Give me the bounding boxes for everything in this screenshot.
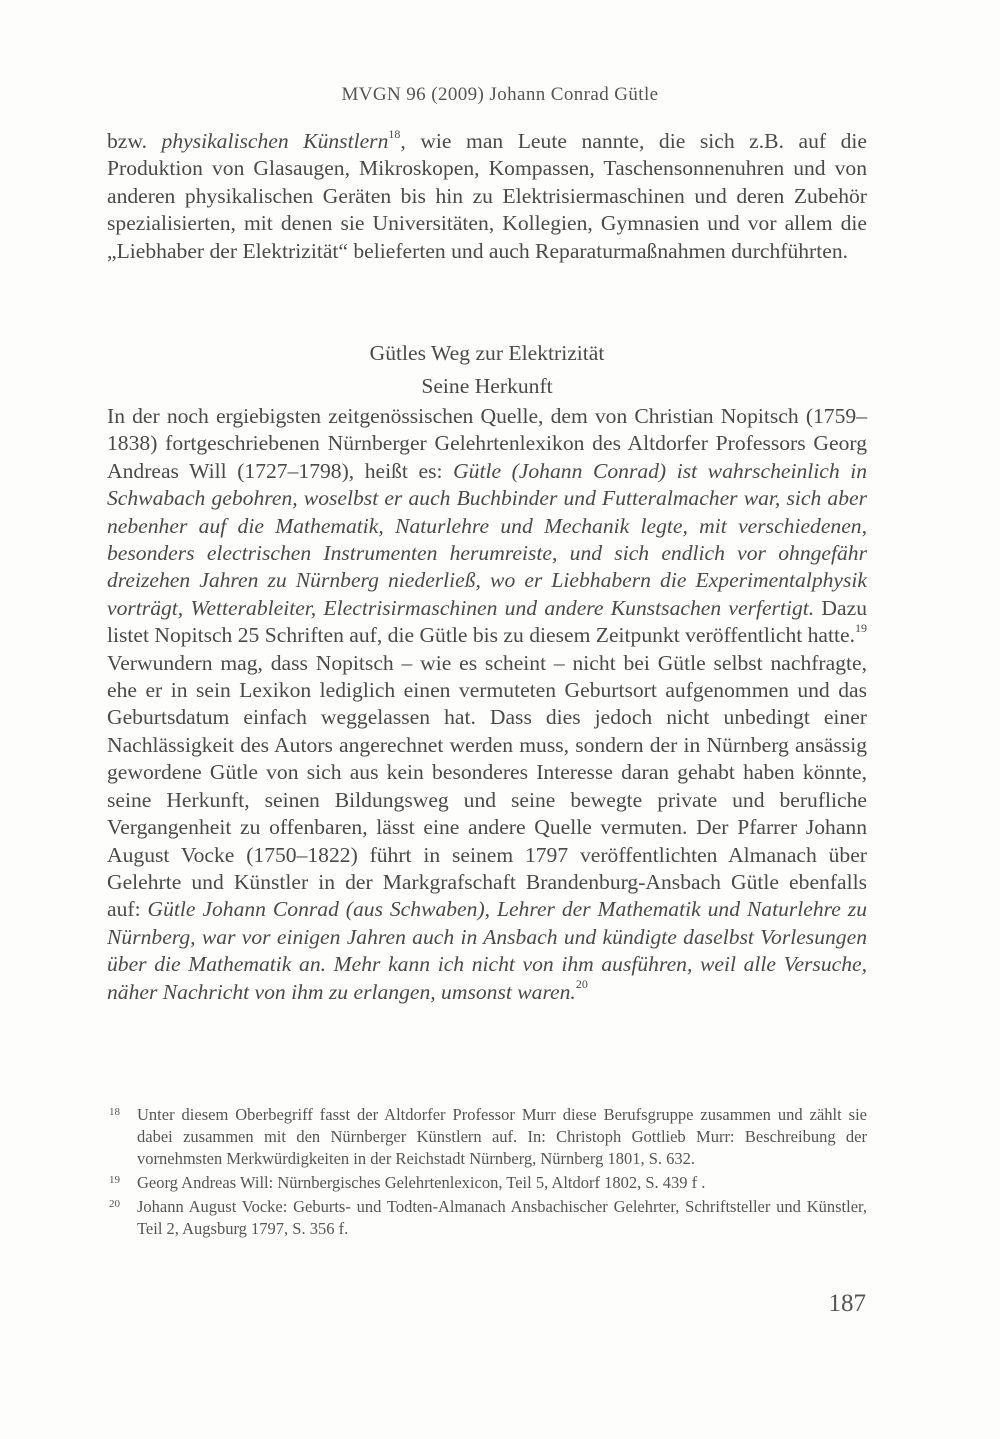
- footnote-text: Unter diesem Oberbegriff fasst der Altdorfer Professor Murr diese Berufsgruppe zusammen und zählt sie dabei zusammen mit den Nürnberger Künstlern auf. In: Christoph Gottlieb Murr: Beschreibung der vornehmsten Merkwürdigkeiten in der Reichstadt Nürnberg, Nürnberg 1801, S. 632.: [137, 1105, 867, 1168]
- intro-text-2: , wie man Leute nannte, die sich z.B. auf die Produktion von Glasaugen, Mikroskopen, Kompassen, Taschensonnenuhren und von anderen physikalischen Geräten bis hin zu Elektrisiermaschinen und deren Zubehör spezialisierten, mit denen sie Universitäten, Kollegien, Gymnasien und vor allem die „Liebhaber der Elektrizität“ belieferten und auch Reparaturmaßnahmen durchführten.: [107, 129, 867, 263]
- intro-text-1: bzw.: [107, 129, 162, 153]
- footnote-number: 20: [109, 1198, 120, 1210]
- section-subheading: Seine Herkunft: [421, 374, 553, 398]
- intro-paragraph: [107, 128, 867, 265]
- intro-italic-term: physikalischen Künstlern: [161, 129, 389, 153]
- footnote-text: Johann August Vocke: Geburts- und Todten-Almanach Ansbachischer Gelehrter, Schriftsteller und Künstler, Teil 2, Augsburg 1797, S. 356 f.: [137, 1197, 867, 1238]
- footnote-20: [107, 1196, 867, 1240]
- footnote-ref-20[interactable]: 20: [575, 977, 588, 992]
- page-number: 187: [828, 1290, 866, 1317]
- footnote-ref-19[interactable]: 19: [855, 621, 867, 636]
- body-paragraph: [107, 403, 867, 1006]
- body-quote-will: Gütle (Johann Conrad) ist wahrscheinlich in Schwabach gebohren, woselbst er auch Buchbinder und Futteralmacher war, sich aber nebenher auf die Mathematik, Naturlehre und Mechanik legte, mit verschiedenen, besonders electrischen Instrumenten herumreiste, und sich endlich vor ohngefähr dreizehen Jahren zu Nürnberg niederließ, wo er Liebhabern die Experimentalphysik vorträgt, Wetterableiter, Electrisirmaschinen und andere Kunstsachen verfertigt.: [107, 458, 867, 620]
- footnote-19: [107, 1172, 867, 1194]
- body-text-1: In der noch ergiebigsten zeitgenössischen Quelle, dem von Christian Nopitsch (1759–1838) fortgeschriebenen Nürnberger Gelehrtenlexikon des Altdorfer Professors Georg Andreas Will (1727–1798), heißt es:: [107, 404, 867, 483]
- footnote-18: [107, 1104, 867, 1170]
- body-text-3: Verwundern mag, dass Nopitsch – wie es scheint – nicht bei Gütle selbst nachfragte, ehe er in sein Lexikon lediglich einen vermuteten Geburtsort aufgenommen und das Geburtsdatum einfach weggelassen hat. Dass dies jedoch nicht unbedingt einer Nachlässigkeit des Autors angerechnet werden muss, sondern der in Nürnberg ansässig gewordene Gütle von sich aus kein besonderes Interesse daran gehabt haben könnte, seine Herkunft, seinen Bildungsweg und seine bewegte private und berufliche Vergangenheit zu offenbaren, lässt eine andere Quelle vermuten. Der Pfarrer Johann August Vocke (1750–1822) führt in seinem 1797 veröffentlichten Almanach über Gelehrte und Künstler in der Markgrafschaft Brandenburg-Ansbach Gütle ebenfalls auf:: [107, 650, 867, 922]
- footnote-text: Georg Andreas Will: Nürnbergisches Gelehrtenlexicon, Teil 5, Altdorf 1802, S. 439 f .: [137, 1173, 706, 1192]
- body-text-2: Dazu listet Nopitsch 25 Schriften auf, die Gütle bis zu diesem Zeitpunkt veröffentlicht hatte.: [107, 595, 867, 648]
- footnote-number: 19: [109, 1174, 120, 1186]
- section-heading: Gütles Weg zur Elektrizität: [369, 341, 605, 365]
- footnote-ref-18[interactable]: 18: [388, 126, 401, 141]
- body-quote-vocke: Gütle Johann Conrad (aus Schwaben), Lehrer der Mathematik und Naturlehre zu Nürnberg, war vor einigen Jahren auch in Ansbach und kündigte daselbst Vorlesungen über die Mathematik an. Mehr kann ich nicht von ihm ausführen, weil alle Versuche, näher Nachricht von ihm zu erlangen, umsonst waren.: [107, 897, 867, 1004]
- footnotes: [107, 1104, 867, 1242]
- footnote-number: 18: [109, 1106, 120, 1118]
- running-header: MVGN 96 (2009) Johann Conrad Gütle: [341, 84, 659, 105]
